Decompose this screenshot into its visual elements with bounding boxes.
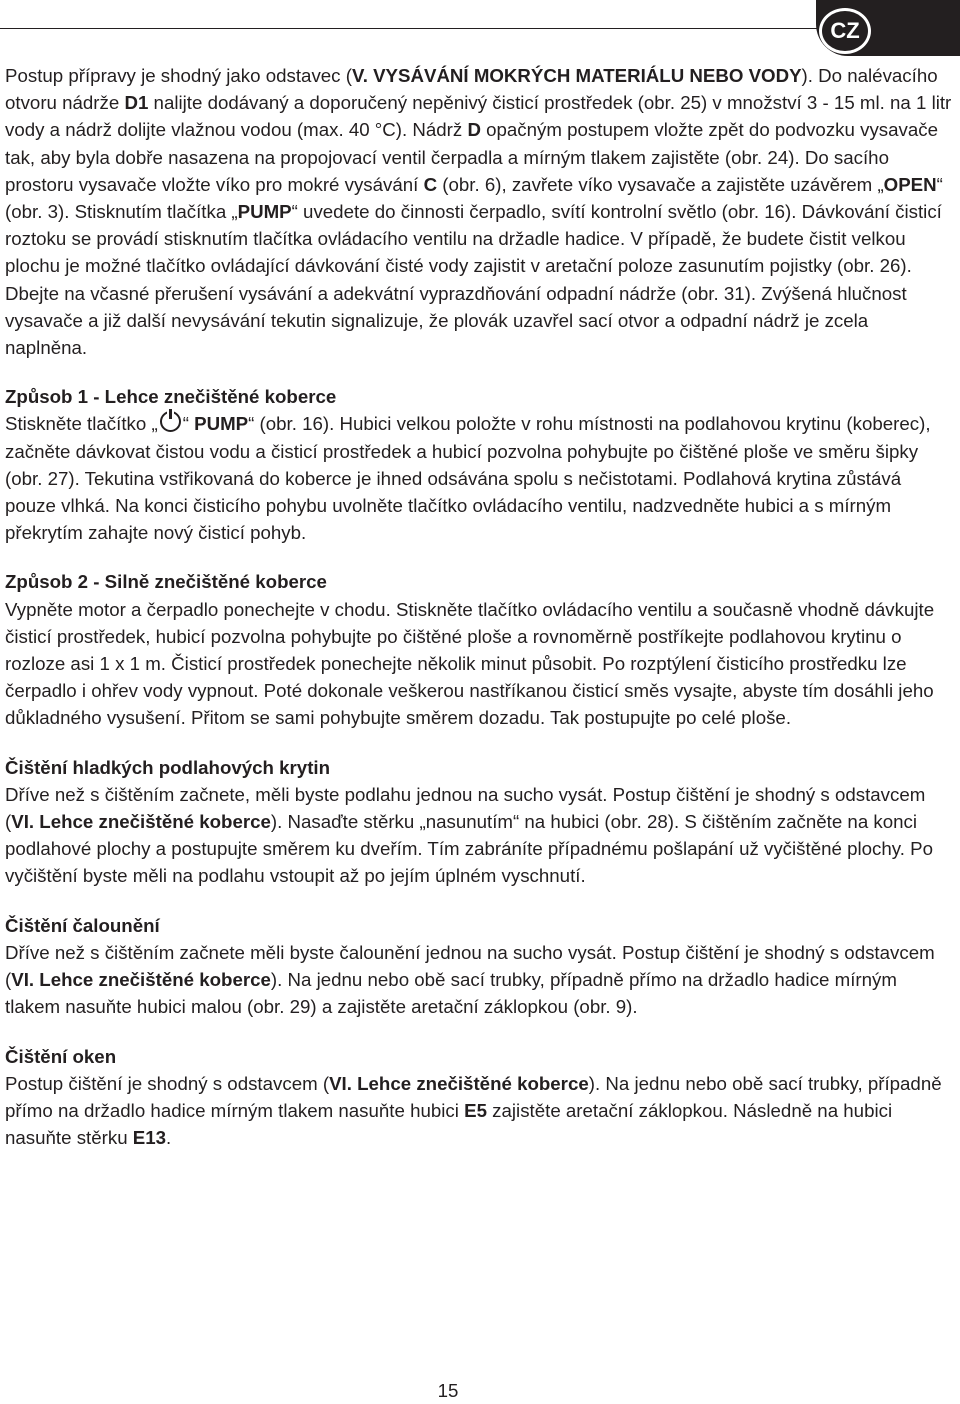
windows-heading: Čištění oken (5, 1045, 117, 1067)
method2-paragraph: Vypněte motor a čerpadlo ponechejte v chodu. Stiskněte tlačítko ovládacího ventilu a současně vhodně dávkujte čisticí prostředek, hubicí pozvolna pohybujte po čištěné ploše a rovnoměrně postříkejte podlahovou krytinu o rozloze asi 1 x 1 m. Čisticí prostředek ponechejte několik minut působit. Po rozptýlení čisticího prostředku lze čerpadlo i ohřev vody vypnout. Poté dokonale veškerou nastříkanou čisticí směs vysajte, abyste tím dosáhli jeho důkladného vysušení. Přitom se sami pohybujte směrem dozadu. Tak postupujte po celé ploše. (5, 598, 935, 729)
page-body (5, 62, 955, 1151)
upholstery-heading: Čištění čalounění (5, 914, 160, 936)
method1-paragraph: Stiskněte tlačítko „ “ PUMP“ (obr. 16). Hubici velkou položte v rohu místnosti na podlahovou krytinu (koberec), začněte dávkovat čistou vodu a čisticí prostředek a hubicí pozvolna pohybujte po čištěné ploše ve směru šipky (obr. 27). Tekutina vstřikovaná do koberce je ihned odsávána spolu s nečistotami. Podlahová krytina zůstává pouze vlhká. Na konci čisticího pohybu uvolněte tlačítko ovládacího ventilu, nadzvedněte hubici a s mírným překrytím zahajte nový čisticí pohyb. (5, 413, 931, 544)
windows-paragraph: Postup čištění je shodný s odstavcem (VI. Lehce znečištěné koberce). Na jednu nebo obě sací trubky, případně přímo na držadlo hadice mírným tlakem nasuňte hubici E5 zajistěte aretační záklopkou. Následně na hubici nasuňte stěrku E13. (5, 1072, 942, 1149)
smooth-floors-paragraph: Dříve než s čištěním začnete, měli byste podlahu jednou na sucho vysát. Postup čištění je shodný s odstavcem (VI. Lehce znečištěné koberce). Nasaďte stěrku „nasunutím“ na hubici (obr. 28). S čištěním začněte na konci podlahové plochy a postupujte směrem ku dveřím. Tím zabráníte případnému pošlapání už vyčištěné plochy. Po vyčištění byste měli na podlahu vstoupit až po jejím úplném vyschnutí. (5, 783, 933, 887)
page-number: 15 (437, 1380, 459, 1401)
method2-heading: Způsob 2 - Silně znečištěné koberce (5, 571, 327, 593)
intro-paragraph: Postup přípravy je shodný jako odstavec (V. VYSÁVÁNÍ MOKRÝCH MATERIÁLU NEBO VODY). Do nalévacího otvoru nádrže D1 nalijte dodávaný a doporučený nepěnivý čisticí prostředek (obr. 25) v množství 3 - 15 ml. na 1 litr vody a nádrž dolijte vlažnou vodou (max. 40 °C). Nádrž D opačným postupem vložte zpět do podvozku vysavače tak, aby byla dobře nasazena na propojovací ventil čerpadla a mírným tlakem zajistěte (obr. 24). Do sacího prostoru vysavače vložte víko pro mokré vysávání C (obr. 6), zavřete víko vysavače a zajistěte uzávěrem „OPEN“ (obr. 3). Stisknutím tlačítka „PUMP“ uvedete do činnosti čerpadlo, svítí kontrolní světlo (obr. 16). Dávkování čisticí roztoku se provádí stisknutím tlačítka ovládacího ventilu na držadle hadice. V případě, že budete čistit velkou plochu je možné tlačítko ovládající dávkování čisté vody zajistit v aretační poloze zasunutím pojistky (obr. 26). Dbejte na včasné přerušení vysávání a adekvátní vyprazdňování odpadní nádrže (obr. 31). Zvýšená hlučnost vysavače a již další nevysávání tekutin signalizuje, že plovák uzavřel sací otvor a odpadní nádrž je zcela naplněna. (5, 65, 952, 359)
upholstery-paragraph: Dříve než s čištěním začnete měli byste čalounění jednou na sucho vysát. Postup čištění je shodný s odstavcem (VI. Lehce znečištěné koberce). Na jednu nebo obě sací trubky, případně přímo na držadlo hadice mírným tlakem nasuňte hubici malou (obr. 29) a zajistěte aretační záklopkou (obr. 9). (5, 941, 935, 1018)
method1-heading: Způsob 1 - Lehce znečištěné koberce (5, 386, 337, 408)
language-badge: CZ (819, 8, 871, 54)
smooth-floors-heading: Čištění hladkých podlahových krytin (5, 756, 331, 778)
header-rule (0, 28, 818, 29)
power-icon (160, 411, 181, 432)
